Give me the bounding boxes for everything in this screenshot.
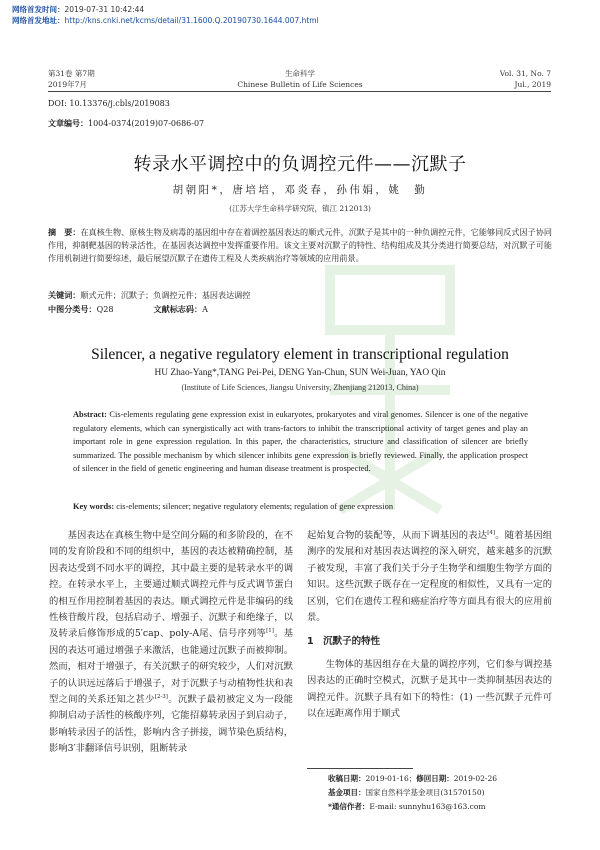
received-value: 2019-01-16； — [365, 774, 417, 783]
affiliation-en: (Institute of Life Sciences, Jiangsu University, Zhenjiang 212013, China) — [181, 383, 419, 392]
footnote-rule — [307, 768, 413, 769]
header-volume-en-block — [500, 68, 551, 90]
footnote-correspondence — [328, 800, 485, 814]
article-no-value: 1004-0374(2019)07-0686-07 — [88, 119, 205, 128]
keywords-cn-text: 顺式元件；沉默子；负调控元件；基因表达调控 — [80, 290, 251, 300]
page-title-cn: 转录水平调控中的负调控元件——沉默子 — [133, 154, 467, 175]
authors-en: HU Zhao-Yang*,TANG Pei-Pei, DENG Yan-Chun, SUN Wei-Juan, YAO Qin — [154, 368, 446, 378]
pub-time-value: 2019-07-31 10:42:44 — [64, 5, 145, 14]
body-left-text-a: 基因表达在真核生物中是空间分隔的和多阶段的，在不同的发育阶段和不同的组织中，基因的表达被精确控制，基因表达受到不同水平的调控，其中最主要的是转录水平的调控。在转录水平上，主要通过顺式调控元件与反式调节蛋白的相互作用控制着基因的表达。顺式调控元件是非编码的线性核苷酸片段，包括启动子、增强子、沉默子和绝缘子，以及转录后修饰形成的5′cap、poly-A尾、信号序列等 — [49, 530, 293, 640]
footnote-fund — [328, 786, 485, 800]
citation-ref-1: [1] — [266, 628, 274, 635]
received-label: 收稿日期： — [328, 774, 366, 783]
affiliation-cn: (江苏大学生命科学研究院，镇江 212013) — [229, 204, 371, 213]
corr-label: *通信作者： — [328, 802, 370, 811]
article-number — [48, 118, 204, 129]
online-publication-banner — [12, 4, 319, 26]
body-right-column — [307, 528, 552, 722]
body-right-text-b: 。随着基因组测序的发展和对基因表达调控的深入研究，越来越多的沉默子被发现，丰富了我们关于分子生物学和细胞生物学方面的知识。这些沉默子既存在一定程度的相似性，又具有一定的区别，它们在遗传工程和癌症治疗等方面具有很大的应用前景。 — [307, 530, 552, 624]
abstract-en-text: Cis-elements regulating gene expression exist in eukaryotes, prokaryotes and viral genomes. Silencer is one of the negative regulatory elements, which can synergistically act with trans-factors to inhibit the transcriptional activity of target genes and play an important role in gene expression regulation. In this paper, the characteristics, structure and classification of silencer are briefly summarized. The possible mechanism by which silencer inhibits gene expression is briefly reviewed. Finally, the application prospect of silencer in the field of genetic engineering and human disease treatment is prospected. — [73, 410, 528, 474]
footnote-dates — [328, 772, 497, 786]
doc-code-value: A — [202, 304, 208, 314]
header-date-en: Jul., 2019 — [514, 80, 551, 89]
body-right-paragraph-1 — [307, 528, 552, 626]
classification-cn — [48, 304, 208, 315]
section-heading-1: 1 沉默子的特性 — [307, 636, 381, 648]
clc-value: Q28 — [96, 304, 114, 314]
abstract-cn-label: 摘 要： — [48, 227, 81, 237]
pub-addr-label: 网络首发地址： — [12, 16, 65, 25]
revised-value: 2019-02-26 — [453, 774, 497, 783]
header-date-cn: 2019年7月 — [48, 80, 87, 89]
doi: DOI: 10.13376/j.cbls/2019083 — [48, 99, 170, 108]
clc-label: 中图分类号： — [48, 304, 97, 314]
keywords-cn — [48, 290, 250, 301]
header-volume-en: Vol. 31, No. 7 — [499, 69, 551, 78]
keywords-en-text: cis-elements; silencer; negative regulatory elements; regulation of gene expression — [114, 502, 394, 511]
citation-ref-2: [2-3] — [154, 693, 168, 700]
corr-email[interactable]: E-mail: sunnyhu163@163.com — [369, 802, 486, 811]
header-journal-en: Chinese Bulletin of Life Sciences — [237, 80, 363, 89]
abstract-en — [73, 408, 528, 476]
revised-label: 修回日期： — [416, 774, 454, 783]
fund-label: 基金项目： — [328, 788, 366, 797]
citation-ref-3: [4] — [487, 529, 496, 536]
keywords-en-label: Key words: — [73, 502, 115, 511]
abstract-cn — [48, 226, 552, 266]
pub-time-label: 网络首发时间： — [12, 5, 65, 14]
page-title-en: Silencer, a negative regulatory element in transcriptional regulation — [91, 346, 509, 363]
body-left-column — [49, 528, 293, 758]
header-journal-cn: 生命科学 — [285, 69, 315, 78]
authors-cn: 胡朝阳*，唐培培，邓炎春，孙伟娟，姚 勤 — [172, 184, 428, 196]
abstract-cn-text: 在真核生物、原核生物及病毒的基因组中存在着调控基因表达的顺式元件，沉默子是其中的一种负调控元件，它能够同反式因子协同作用，抑制靶基因的转录活性，在基因表达调控中发挥重要作用。该文主要对沉默子的特性、结构组成及其分类进行简要总结，对沉默子可能作用机制进行简要综述，最后展望沉默子在遗传工程及人类疾病治疗等领域的应用前景。 — [48, 227, 552, 264]
header-rule — [48, 91, 551, 92]
doc-code-label: 文献标志码： — [153, 304, 203, 314]
body-left-text-c: 。沉默子最初被定义为一段能抑制启动子活性的核酸序列，它能招募转录因子到启动子，影响转录因子的活性，影响内含子拼接，调节染色质结构，影响3′非翻译信号识别，阻断转录 — [49, 694, 293, 755]
pub-addr-link[interactable]: http://kns.cnki.net/kcms/detail/31.1600.Q.20190730.1644.007.html — [64, 16, 319, 25]
body-right-text-a: 起始复合物的装配等，从而下调基因的表达 — [307, 530, 488, 541]
keywords-cn-label: 关键词： — [48, 290, 81, 300]
fund-value: 国家自然科学基金项目(31570150) — [365, 788, 485, 797]
keywords-en — [73, 502, 393, 511]
body-left-text-b: 。基因的表达可通过增强子来激活，也能通过沉默子而被抑制。然而，相对于增强子，有关沉默子的研究较少，人们对沉默子的认识远远落后于增强子，对于沉默子与动植物性状和表型之间的关系还知之甚少 — [49, 628, 293, 706]
body-right-paragraph-2: 生物体的基因组存在大量的调控序列，它们参与调控基因表达的正确时空模式，沉默子是其中一类抑制基因表达的调控元件。沉默子具有如下的特性：(1) 一些沉默子元件可以在远距离作用于顺式 — [307, 658, 552, 720]
abstract-en-label: Abstract: — [73, 410, 107, 419]
article-no-label: 文章编号： — [48, 118, 88, 128]
header-volume-cn: 第31卷 第7期 — [48, 69, 95, 78]
